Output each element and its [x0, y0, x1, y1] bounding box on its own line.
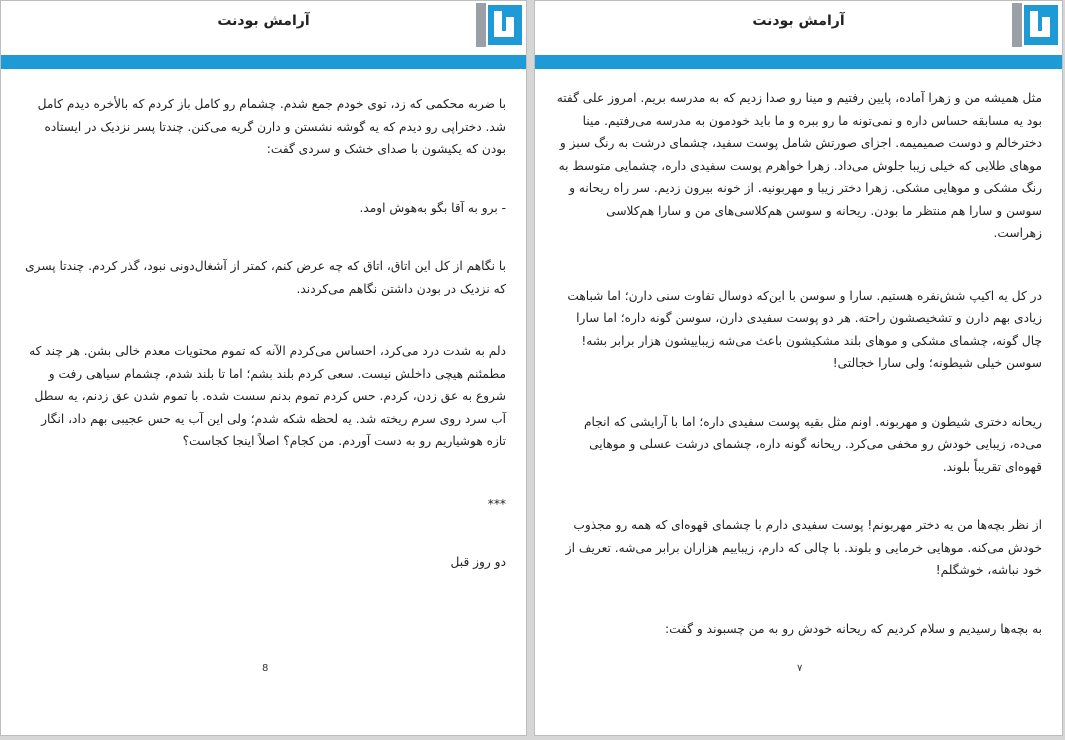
- site-logo-icon: [1012, 3, 1058, 47]
- paragraph: از نظر بچه‌ها من یه دختر مهربونم! پوست سفیدی دارم با چشمای قهوه‌ای که همه رو مجذوب خودش می‌کنه. موهایی خرمایی و بلوند. با چالی که دارم، زیباییم هزاران برابر می‌شه. تعریف از خود نباشه، خوشگلم!: [565, 518, 1042, 577]
- header-accent-bar: [1, 55, 526, 69]
- paragraph: در کل یه اکیپ شش‌نفره هستیم. سارا و سوسن با این‌که دوسال تفاوت سنی دارن؛ اما شباهت زیادی بهم دارن و تشخیصشون راحته. هر دو پوست سفیدی دارن، سوسن گونه داره؛ اما سارا چال گونه، چشمای مشکی و موهای بلند مشکیشون باعث می‌شه زیباییشون هزار برابر بشه! سوسن خیلی شیطونه؛ ولی سارا خجالتی!: [567, 288, 1042, 370]
- page-header: [535, 1, 1062, 51]
- page-number: ۷: [797, 663, 803, 674]
- page-header: [1, 1, 526, 51]
- paragraph: ریحانه دختری شیطون و مهربونه. اونم مثل بقیه پوست سفیدی داره؛ اما با آرایشی که انجام می‌ده، زیبایی خودش رو مخفی می‌کرد. ریحانه گونه داره، چشمای درشت عسلی و موهایی قهوه‌ای تقریباً بلوند.: [583, 414, 1042, 474]
- site-logo-icon: [476, 3, 522, 47]
- paragraph: با نگاهم از کل این اتاق، اتاق که چه عرض کنم، کمتر از آشغال‌دونی نبود، گذر کردم. چندتا پسری که نزدیک در بودن داشتن نگاهم می‌کردند.: [25, 259, 506, 296]
- book-page-8: [0, 0, 527, 736]
- page-title: آرامش بودنت: [752, 13, 845, 29]
- section-separator: ***: [487, 496, 506, 511]
- book-page-7: [534, 0, 1063, 736]
- paragraph: دلم به شدت درد می‌کرد، احساس می‌کردم الآنه که تموم محتویات معدم خالی بشن. هر چند که مطمئنم هیچی داخلش نیست. سعی کردم بلند بشم؛ اما تا بلند شدم، چشمام سیاهی رفت و شروع به عق زدن، کردم. حس کردم تموم بدنم سست شده. با تموم شدن عق زدنم، یه سطل آب سرد روی سرم ریخته شد. یه لحظه شکه شدم؛ ولی این آب یه حس عجیبی بهم داد، انگار تازه هوشیاریم رو به دست آوردم. من کجام؟ اصلاً اینجا کجاست؟: [29, 344, 506, 448]
- page-title: آرامش بودنت: [217, 13, 310, 29]
- page-number: 8: [262, 663, 269, 674]
- page-body: [21, 93, 506, 610]
- paragraph: با ضربه محکمی که زد، توی خودم جمع شدم. چشمام رو کامل باز کردم که بالأخره دیدم کامل شد. دختراپی رو دیدم که یه گوشه نشستن و دارن گریه می‌کنن. چندتا پسر نزدیک در ایستاده بودن که یکیشون با صدای خشک و سردی گفت:: [37, 97, 506, 156]
- paragraph: به بچه‌ها رسیدیم و سلام کردیم که ریحانه خودش رو به من چسبوند و گفت:: [665, 621, 1042, 636]
- paragraph: دو روز قبل: [450, 555, 506, 569]
- page-body: [555, 87, 1042, 676]
- paragraph: - برو به آقا بگو به‌هوش اومد.: [359, 200, 506, 215]
- header-accent-bar: [535, 55, 1062, 69]
- paragraph: مثل همیشه من و زهرا آماده، پایین رفتیم و مینا رو صدا زدیم که به مدرسه بریم. امروز علی گفته بود یه مسابقه حساس داره و نمی‌تونه ما رو ببره و ما باید خودمون به مدرسه می‌رفتیم. مینا دخترخالم و دوست صمیمیمه. اجزای صورتش شامل پوست سفید، چشمای درشت به رنگ سبز و موهای طلایی که خیلی زیبا جلوش می‌داد. زهرا خواهرم پوست سفیدی داره، چشمایی متوسط به رنگ مشکی و موهایی مشکی. زهرا دختر زیبا و مهربونیه. از خونه بیرون زدیم. سر راه ریحانه و سوسن و سارا هم منتظر ما بودن. ریحانه و سوسن هم‌کلاسی‌های من و سارا هم‌کلاسی زهراست.: [556, 91, 1042, 240]
